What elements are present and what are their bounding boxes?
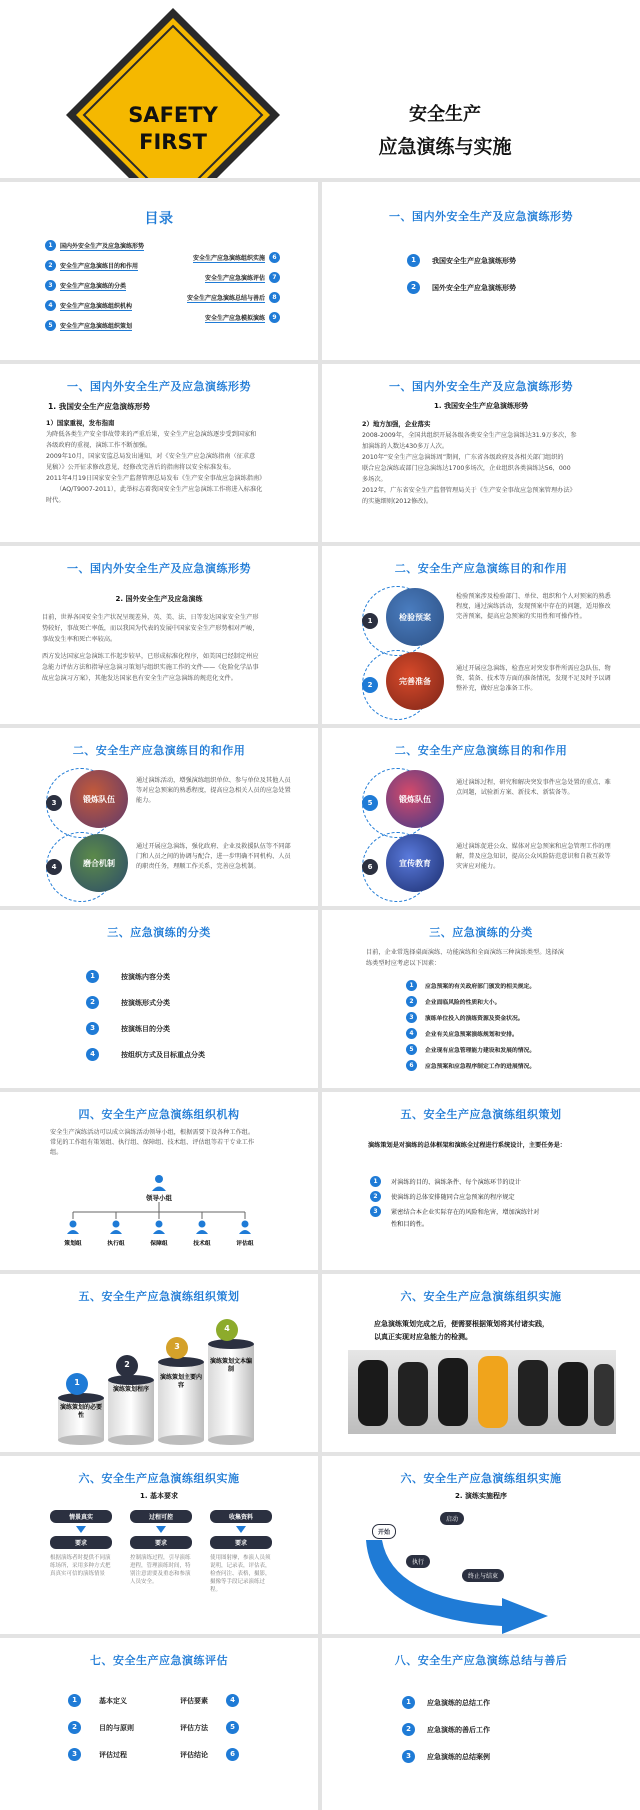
list-item: 5 企业现有应急管理能力建设和发展的情况。	[406, 1044, 535, 1055]
slide-title: 六、安全生产应急演练组织实施	[78, 1472, 240, 1485]
toc-item[interactable]: 安全生产应急演练总结与善后 8	[170, 292, 280, 303]
list-item-continuation: 性和目的性。	[391, 1221, 429, 1228]
cover-slide	[0, 0, 640, 178]
org-chart	[0, 1167, 318, 1267]
org-root: 领导小组	[146, 1194, 172, 1202]
org-group: 策划组	[64, 1241, 82, 1247]
toc-slide	[0, 182, 318, 360]
slide-purpose-2	[0, 728, 318, 906]
org-group: 执行组	[107, 1241, 125, 1247]
slide-title: 一、国内外安全生产及应急演练形势	[389, 210, 573, 223]
body-text: 为降低各类生产安全事故带来的严重后果，安全生产应急演练逐步受到国家和 各级政府的重视，演练工作不断加强。 2009年10月，国家安监总局发出通知，对《安全生产应急演练指南（征求意 见稿）》公开征求修改意见，经修改完善后的指南将以安全标准发布。 2011年4月19日国家安全生产监督管理总局发布《生产安全事故应急演练指南》 （AQ/T9007-2011），此举标志着我国安全生产应急演练工作将进入标准化 时代。	[46, 431, 266, 504]
slide-title: 八、安全生产应急演练总结与善后	[394, 1654, 568, 1667]
list-item[interactable]: 4 按组织方式及目标重点分类	[86, 1048, 205, 1061]
subtitle: 2. 国外安全生产及应急演练	[115, 595, 203, 603]
stepped-cylinders	[0, 1302, 318, 1452]
slide-summary	[322, 1638, 640, 1810]
step-label: 演练策划的必要性	[60, 1404, 103, 1419]
body-text: 目前，世界各国安全生产状况呈现差异，英、美、法、日等发达国家安全生产形 势较好，事故死亡率低，而以我国为代表的发展中国家安全生产形势相对严峻， 事故发生率和死亡率较高。 西方发达国家应急演练工作起步较早，已形成标准化程序，如美国已经制定州应 急能力评估方法和指导应急演习策划与组织实施工作的文件——《危险化学品事 故应急演习方案》，其他发达国家也有安全生产应急演练的规范化文件。	[42, 614, 259, 682]
step-number: 2	[362, 677, 378, 693]
slide-organization	[0, 1092, 318, 1270]
list-item[interactable]: 2 国外安全生产应急演练形势	[407, 281, 516, 294]
step-number: 1	[362, 613, 378, 629]
toc-item[interactable]: 安全生产应急演练评估 7	[170, 272, 280, 283]
slide-types-1	[0, 910, 318, 1088]
step-number: 6	[362, 859, 378, 875]
list-item[interactable]: 3 按演练目的分类	[86, 1022, 205, 1035]
subtitle: 1. 基本要求	[140, 1492, 178, 1500]
slide-purpose-1	[322, 546, 640, 724]
item-text: 通过演练活动，增强演练组织单位、参与单位及其他人员等对应急预案的熟悉程度，提高应急相关人员的应急处置能力。	[136, 777, 291, 804]
list-item: 1 应急预案的有关政府部门颁发的相关规定。	[406, 980, 535, 991]
slide-title: 三、应急演练的分类	[429, 926, 533, 939]
org-group: 保障组	[150, 1241, 168, 1247]
process-label: 启动	[440, 1512, 464, 1525]
sign-line1: SAFETY	[128, 103, 218, 127]
slide-planning-1	[322, 1092, 640, 1270]
org-group: 技术组	[193, 1241, 211, 1247]
list-item[interactable]: 1 基本定义	[68, 1694, 134, 1707]
list-item: 3 紧密结合本企业实际存在的风险和危害，增加演练针对	[370, 1206, 540, 1217]
subtitle: 1. 我国安全生产应急演练形势	[48, 402, 150, 411]
item-text: 通过开展应急演练，强化政府、企业及救援队伍等不同部门和人员之间的协调与配合，进一步明确不同机构、人员的职责任务，理顺工作关系，完善应急机制。	[136, 843, 291, 870]
toc-right-list	[170, 252, 280, 323]
heading: 1）国家重视，发布指南	[46, 419, 115, 427]
list-item: 1 对演练的目的、演练条件、每个演练环节的设计	[370, 1176, 540, 1187]
toc-left-list	[45, 240, 165, 331]
cover-title2: 应急演练与实施	[378, 136, 512, 158]
slide-title: 二、安全生产应急演练目的和作用	[394, 744, 568, 757]
item-list	[86, 970, 205, 1061]
photo-drill-6: 宣传教育	[386, 834, 444, 892]
process-label: 开始	[372, 1524, 396, 1539]
intro-text: 应急演练策划完成之后，便需要根据策划将其付诸实践， 以真正实现对应急能力的检测。	[374, 1320, 549, 1341]
requirement-column: 情景真实 要求 根据演练者时提供不同演练场所，采用多种方式把真真实可信的演练情景	[50, 1510, 112, 1578]
item-list	[407, 254, 516, 294]
slide-implementation-2	[0, 1456, 318, 1634]
list-item[interactable]: 2 应急演练的善后工作	[402, 1723, 490, 1736]
subtitle: 2. 演练实施程序	[455, 1492, 507, 1500]
slide-title: 一、国内外安全生产及应急演练形势	[67, 562, 251, 575]
slide-foreign	[0, 546, 318, 724]
step-label: 演练策划文本编制	[210, 1358, 253, 1373]
list-item[interactable]: 评估结论 6	[180, 1748, 239, 1761]
photo-drill-5: 锻炼队伍	[386, 770, 444, 828]
slide-situation-overview	[322, 182, 640, 360]
requirement-column: 过程可控 要求 控制演练过程，引导演练进程，管理演练时间，特别注意需要及重态和参演人员安全。	[130, 1510, 192, 1586]
toc-item[interactable]: 1 国内外安全生产及应急演练形势	[45, 240, 165, 251]
slide-title: 二、安全生产应急演练目的和作用	[72, 744, 246, 757]
list-item[interactable]: 2 目的与原则	[68, 1721, 134, 1734]
list-item[interactable]: 3 应急演练的总结案例	[402, 1750, 490, 1763]
slide-title: 二、安全生产应急演练目的和作用	[394, 562, 568, 575]
org-group: 评估组	[236, 1241, 254, 1247]
photo-drill-1: 检验预案	[386, 588, 444, 646]
slide-title: 六、安全生产应急演练组织实施	[400, 1290, 562, 1303]
slide-purpose-3	[322, 728, 640, 906]
process-arrow	[322, 1494, 640, 1634]
item-text: 通过开展应急演练，检查应对突发事件所需应急队伍、物资、装备、技术等方面的准备情况，发现不足及时予以调整补充，做好应急准备工作。	[456, 665, 611, 692]
list-item[interactable]: 1 应急演练的总结工作	[402, 1696, 490, 1709]
step-number: 3	[46, 795, 62, 811]
eval-left-list	[68, 1694, 134, 1761]
list-item: 6 应急预案和应急程序制定工作的进展情况。	[406, 1060, 535, 1071]
process-label: 执行	[406, 1555, 430, 1568]
toc-item[interactable]: 3 安全生产应急演练的分类	[45, 280, 165, 291]
list-item[interactable]: 评估要素 4	[180, 1694, 239, 1707]
slide-types-2	[322, 910, 640, 1088]
list-item[interactable]: 1 按演练内容分类	[86, 970, 205, 983]
intro-text: 演练策划是对演练的总体框架和演练全过程进行系统设计，主要任务是：	[368, 1142, 566, 1149]
step-label: 演练策划主要内容	[160, 1374, 203, 1389]
slide-title: 三、应急演练的分类	[107, 926, 211, 939]
slide-implementation-3	[322, 1456, 640, 1634]
toc-item[interactable]: 安全生产应急演练组织实施 6	[170, 252, 280, 263]
photo-drill-3: 锻炼队伍	[70, 770, 128, 828]
slide-evaluation	[0, 1638, 318, 1810]
step-number: 1	[74, 1378, 80, 1387]
item-text: 通过演练促进公众、媒体对应急预案和应急管理工作的理解，普及应急知识，提高公众风险防范意识和自救互救等灾害应对能力。	[456, 843, 611, 870]
slide-domestic-1	[0, 364, 318, 542]
item-text: 通过演练过程，研究和解决突发事件应急处置的重点、难点问题，试验新方案、新技术、新装备等。	[456, 779, 611, 796]
step-number: 3	[174, 1342, 180, 1351]
step-number: 5	[362, 795, 378, 811]
list-item: 3 演练单位投入的演练资源及资金状况。	[406, 1012, 535, 1023]
eval-right-list	[180, 1694, 239, 1761]
slide-title: 四、安全生产应急演练组织机构	[78, 1108, 240, 1121]
factor-list	[406, 980, 535, 1071]
body-text: 2008-2009年，全国共组织开展各级各类安全生产应急演练达31.9万多次，参 加演练的人数达430多万人次。 2010年“安全生产应急演练周”期间，广东省各级政府及各相关部门组织的 联合应急演练或部门应急演练达1700多场次，企业组织各类演练达56，000 多场次。 2012年，广东省安全生产监督管理局关于《生产安全事故应急预案管理办法》 的实施细则(2012修改)。	[362, 432, 577, 505]
task-list	[370, 1176, 540, 1228]
photo-drill-4: 磨合机制	[70, 834, 128, 892]
list-item[interactable]: 3 评估过程	[68, 1748, 134, 1761]
step-number: 2	[124, 1360, 130, 1369]
slide-title: 五、安全生产应急演练组织策划	[78, 1290, 240, 1303]
item-text: 检验预案涉及检验部门、单位、组织和个人对预案的熟悉程度，通过演练活动，发现预案中存在的问题，适用修改完善预案，提高应急预案的实用性和可操作性。	[456, 593, 611, 620]
step-number: 4	[224, 1324, 230, 1333]
cover-title1: 安全生产	[409, 104, 481, 125]
list-item[interactable]: 评估方法 5	[180, 1721, 239, 1734]
toc-item[interactable]: 安全生产应急模拟演练 9	[170, 312, 280, 323]
toc-title: 目录	[144, 211, 174, 227]
step-label: 演练策划程序	[112, 1386, 149, 1393]
photo-drill-2: 完善准备	[386, 652, 444, 710]
heading: 2）地方加强，企业落实	[362, 420, 431, 428]
toc-item[interactable]: 5 安全生产应急演练组织策划	[45, 320, 165, 331]
slide-domestic-2	[322, 364, 640, 542]
intro-text: 目前，企业常选择桌面演练、功能演练和全面演练三种演练类型。选择演 练类型时应考虑以下因素：	[366, 949, 564, 967]
step-number: 4	[46, 859, 62, 875]
item-list	[402, 1696, 490, 1763]
slide-title: 七、安全生产应急演练评估	[90, 1654, 228, 1667]
list-item: 4 企业有关应急预案演练规划和安排。	[406, 1028, 535, 1039]
toc-item[interactable]: 4 安全生产应急演练组织机构	[45, 300, 165, 311]
slide-planning-2	[0, 1274, 318, 1452]
list-item: 2 使演练的总体安排随同合应急预案的程序规定	[370, 1191, 540, 1202]
list-item[interactable]: 2 按演练形式分类	[86, 996, 205, 1009]
requirement-column: 收集资料 要求 使用图射摩，参演人员须说明，记录表，评估表，检查问注、表格，摄影，摄像等手段记录演练过程。	[210, 1510, 272, 1594]
slide-title: 一、国内外安全生产及应急演练形势	[67, 380, 251, 393]
subtitle: 1. 我国安全生产应急演练形势	[434, 402, 528, 410]
equipment-photo	[348, 1350, 616, 1434]
list-item: 2 企业面临风险的性质和大小。	[406, 996, 535, 1007]
process-label: 终止与结束	[462, 1569, 504, 1582]
slide-title: 一、国内外安全生产及应急演练形势	[389, 380, 573, 393]
sign-line2: FIRST	[139, 130, 207, 154]
slide-title: 六、安全生产应急演练组织实施	[400, 1472, 562, 1485]
slide-title: 五、安全生产应急演练组织策划	[400, 1108, 562, 1121]
list-item[interactable]: 1 我国安全生产应急演练形势	[407, 254, 516, 267]
toc-item[interactable]: 2 安全生产应急演练目的和作用	[45, 260, 165, 271]
intro-text: 安全生产演练活动可以成立演练活动领导小组，根据需要下设各种工作组。 常见的工作组有策划组、执行组、保障组、技术组、评估组等若干专业工作 组。	[50, 1129, 255, 1156]
slide-implementation-1	[322, 1274, 640, 1452]
